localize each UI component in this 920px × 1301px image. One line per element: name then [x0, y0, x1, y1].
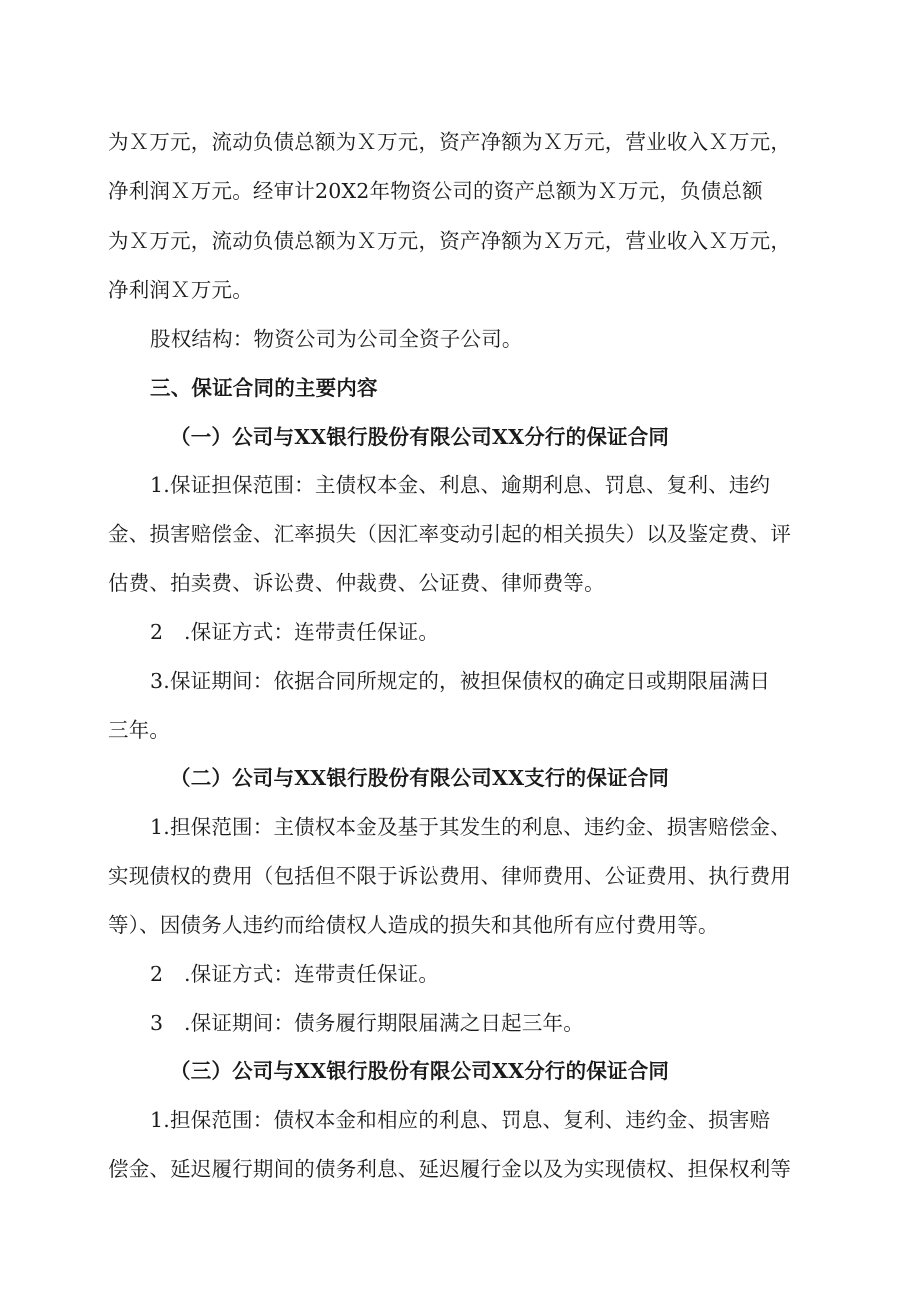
contract-1-item-2: 2 .保证方式：连带责任保证。: [150, 620, 440, 644]
contract-3-item-1: 1.担保范围：债权本金和相应的利息、罚息、复利、违约金、损害赔: [150, 1108, 771, 1132]
contract-1-item-3: 3.保证期间：依据合同所规定的，被担保债权的确定日或期限届满日: [150, 669, 771, 693]
contract-3-heading: （三）公司与XX银行股份有限公司XX分行的保证合同: [170, 1059, 670, 1083]
paragraph-line: 净利润Ｘ万元。经审计20X2年物资公司的资产总额为Ｘ万元，负债总额: [108, 179, 763, 203]
paragraph-line: 为Ｘ万元，流动负债总额为Ｘ万元，资产净额为Ｘ万元，营业收入Ｘ万元，: [108, 229, 792, 253]
contract-2-item-3: 3 .保证期间：债务履行期限届满之日起三年。: [150, 1011, 584, 1035]
contract-1-heading: （一）公司与XX银行股份有限公司XX分行的保证合同: [170, 425, 670, 449]
contract-1-item-1-cont: 金、损害赔偿金、汇率损失（因汇率变动引起的相关损失）以及鉴定费、评: [108, 522, 792, 546]
contract-2-item-1: 1.担保范围：主债权本金及基于其发生的利息、违约金、损害赔偿金、: [150, 815, 791, 839]
equity-structure-text: 股权结构：物资公司为公司全资子公司。: [150, 327, 523, 351]
contract-1-item-1: 1.保证担保范围：主债权本金、利息、逾期利息、罚息、复利、违约: [150, 473, 771, 497]
contract-3-item-1-cont: 偿金、延迟履行期间的债务利息、延迟履行金以及为实现债权、担保权利等: [108, 1157, 792, 1181]
paragraph-line: 为Ｘ万元，流动负债总额为Ｘ万元，资产净额为Ｘ万元，营业收入Ｘ万元，: [108, 130, 792, 154]
contract-1-item-3-cont: 三年。: [108, 718, 171, 742]
section-heading-three: 三、保证合同的主要内容: [150, 376, 378, 400]
contract-2-item-1-cont: 实现债权的费用（包括但不限于诉讼费用、律师费用、公证费用、执行费用: [108, 864, 792, 888]
contract-2-item-2: 2 .保证方式：连带责任保证。: [150, 962, 440, 986]
contract-1-item-1-cont: 估费、拍卖费、诉讼费、仲裁费、公证费、律师费等。: [108, 571, 605, 595]
contract-2-heading: （二）公司与XX银行股份有限公司XX支行的保证合同: [170, 766, 670, 790]
paragraph-line: 净利润Ｘ万元。: [108, 278, 253, 302]
contract-2-item-1-cont: 等）、因债务人违约而给债权人造成的损失和其他所有应付费用等。: [108, 913, 719, 937]
